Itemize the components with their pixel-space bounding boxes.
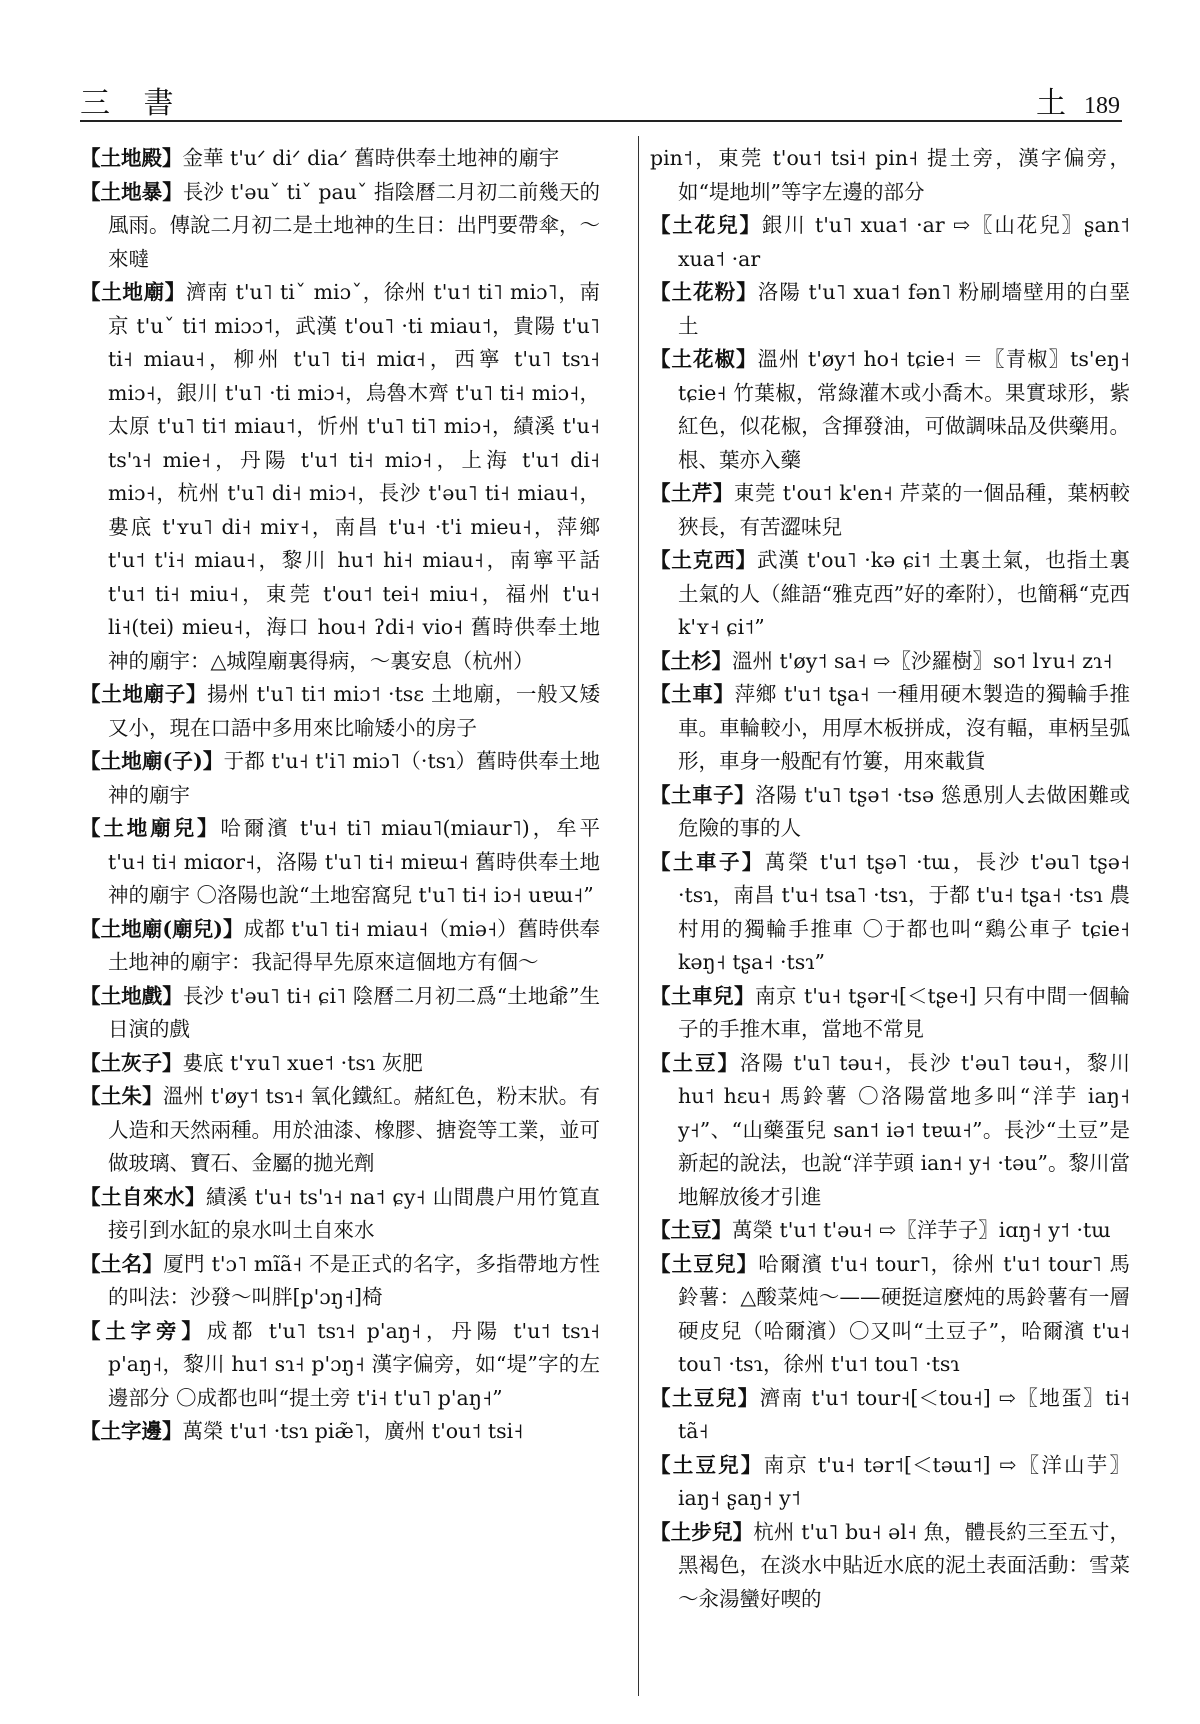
entry-headword: 【土豆】 (650, 1050, 741, 1075)
entry-headword: 【土地廟子】 (80, 682, 208, 706)
right-column (650, 142, 1130, 1616)
left-column (80, 142, 600, 1449)
dictionary-entry: 【土花兒】銀川 t'u˥ xua˦ ·ar ⇨〖山花兒〗ʂan˦ xua˦ ·ar (650, 213, 1130, 271)
dictionary-entry: 【土車子】洛陽 t'u˥ tʂə˦ ·tsə 慫恿別人去做困難或危險的事的人 (650, 782, 1130, 840)
entry-headword: 【土朱】 (80, 1084, 163, 1108)
entry-headword: 【土地廟(廟兒)】 (80, 916, 244, 941)
entry-headword: 【土芹】 (650, 481, 734, 505)
dictionary-entry: 【土地廟(子)】于都 t'u˧ t'i˥ miɔ˥（·tsɿ）舊時供奉土地神的廟宇 (80, 749, 600, 807)
entry-headword: 【土地廟兒】 (80, 816, 221, 840)
dictionary-entry: 【土字邊】萬榮 t'u˦ ·tsɿ piæ̃˥，廣州 t'ou˦ tsi˧ (80, 1419, 524, 1443)
entry-headword: 【土車】 (650, 682, 735, 706)
dictionary-entry: 【土地戲】長沙 t'əu˥ ti˧ ɕi˥ 陰曆二月初二爲“土地爺”生日演的戲 (80, 983, 601, 1041)
entry-headword: 【土花兒】 (650, 213, 762, 237)
dictionary-entry: 【土灰子】婁底 t'ʏu˥ xue˦ ·tsɿ 灰肥 (80, 1050, 423, 1075)
entry-headword: 【土花椒】 (650, 347, 758, 371)
dictionary-entry: 【土地廟(廟兒)】成都 t'u˥ ti˧ miau˧（miə˧）舊時供奉土地神的廟宇：我記得早先原來這個地方有個～ (80, 916, 600, 974)
dictionary-entry: 【土地暴】長沙 t'əuˇ tiˇ pauˇ 指陰曆二月初二前幾天的風雨。傳說二月初二是土地神的生日：出門要帶傘，～來噠 (80, 179, 601, 271)
entry-headword: 【土灰子】 (80, 1050, 183, 1075)
entry-headword: 【土花粉】 (650, 280, 758, 304)
entry-headword: 【土豆】 (650, 1218, 732, 1242)
entry-headword: 【土克西】 (650, 548, 758, 572)
entry-headword: 【土豆兒】 (650, 1385, 760, 1410)
dictionary-entry: 【土名】厦門 t'ɔ˥ mĩã˧ 不是正式的名字，多指帶地方性的叫法：沙發～叫胖[p'ɔŋ˧]椅 (80, 1251, 601, 1309)
entry-headword: 【土車子】 (650, 782, 756, 807)
dictionary-entry: 【土步兒】杭州 t'u˥ bu˧ əl˧ 魚，體長約三至五寸，黑褐色，在淡水中貼近水底的泥土表面活動：雪菜～汆湯蠻好喫的 (650, 1519, 1130, 1611)
dictionary-entry: 【土豆兒】南京 t'u˧ tər˦[＜təɯ˦] ⇨〖洋山芋〗iaŋ˧ ʂaŋ˧ y˦ (650, 1452, 1131, 1510)
dictionary-entry: 【土朱】溫州 t'øy˦ tsɿ˧ 氧化鐵紅。赭紅色，粉末狀。有人造和天然兩種。用於油漆、橡膠、搪瓷等工業，並可做玻璃、寶石、金屬的拋光劑 (80, 1084, 601, 1175)
dictionary-entry: 【土自來水】績溪 t'u˧ ts'ɿ˧ na˦ ɕy˧ 山間農户用竹筧直接引到水缸的泉水叫土自來水 (80, 1184, 600, 1242)
dictionary-entry: 【土花粉】洛陽 t'u˥ xua˦ fən˥ 粉刷墻壁用的白堊土 (650, 280, 1130, 338)
dictionary-entry: 【土花椒】溫州 t'øy˦ ho˧ tɕie˧ ＝〖青椒〗ts'eŋ˧ tɕie˧ 竹葉椒，常綠灌木或小喬木。果實球形，紫紅色，似花椒，含揮發油，可做調味品及供藥用。根、葉亦入藥 (650, 347, 1131, 472)
column-divider (638, 136, 639, 1696)
entry-headword: 【土地廟(子)】 (80, 749, 224, 773)
entry-headword: 【土地戲】 (80, 983, 183, 1008)
dictionary-entry: 【土豆兒】濟南 t'u˦ tour˧[＜tou˧] ⇨〖地蛋〗ti˧ tã˧ (650, 1385, 1130, 1443)
dictionary-entry: 【土地殿】金華 t'uᐟ diᐟ diaᐟ 舊時供奉土地神的廟宇 (80, 146, 560, 170)
dictionary-entry: 【土豆兒】哈爾濱 t'u˧ tour˥，徐州 t'u˦ tour˥ 馬鈴薯：△酸菜炖～——硬挺這麼炖的馬鈴薯有一層硬皮兒（哈爾濱）〇又叫“土豆子”，哈爾濱 t'u˧ tou˥ ·tsɿ，徐州 t'u˦ tou˥ ·tsɿ (650, 1251, 1130, 1376)
dictionary-entry: 【土地廟】濟南 t'u˥ tiˇ miɔˇ，徐州 t'u˦ ti˥ miɔ˥，南京 t'uˇ ti˦ miɔɔ˦，武漢 t'ou˥ ·ti miau˦，貴陽 t'u˥ ti˧ miau˧，柳州 t'u˥ ti˧ miɑ˧，西寧 t'u˥ tsɿ˧ miɔ˧，銀川 t'u˥ ·ti miɔ˧，烏魯木齊 t'u˥ ti˧ miɔ˧，太原 t'u˥ ti˦ miau˦，忻州 t'u˥ ti˥ miɔ˧，績溪 t'u˧ ts'ɿ˧ mie˧，丹陽 t'u˦ ti˧ miɔ˧，上海 t'u˦ di˧ miɔ˧，杭州 t'u˥ di˧ miɔ˧，長沙 t'əu˥ ti˧ miau˧，婁底 t'ʏu˥ di˧ miʏ˧，南昌 t'u˧ ·t'i mieu˧，萍鄉 t'u˦ t'i˧ miau˧，黎川 hu˦ hi˧ miau˧，南寧平話 t'u˦ ti˧ miu˧，東莞 t'ou˦ tei˧ miu˧，福州 t'u˧ li˧(tei) mieu˧，海口 hou˧ ʔdi˧ vio˧ 舊時供奉土地神的廟宇：△城隍廟裏得病，～裏安息（杭州） (80, 280, 601, 673)
entry-headword: 【土杉】 (650, 648, 732, 673)
page-header (80, 78, 1120, 121)
dictionary-entry: 【土車】萍鄉 t'u˦ tʂa˧ 一種用硬木製造的獨輪手推車。車輪較小，用厚木板拼成，沒有輻，車柄呈弧形，車身一般配有竹簍，用來載貨 (650, 682, 1131, 773)
entry-headword: 【土字邊】 (80, 1419, 183, 1443)
dictionary-entry: 【土芹】東莞 t'ou˦ k'en˧ 芹菜的一個品種，葉柄較狹長，有苦澀味兒 (650, 481, 1130, 539)
dictionary-entry: 【土地廟兒】哈爾濱 t'u˧ ti˥ miau˥(miaur˥)，牟平 t'u˧ ti˧ miɑor˧，洛陽 t'u˥ ti˧ miɐɯ˧ 舊時供奉土地神的廟宇 〇洛陽也說“土地窑窩兒 t'u˥ ti˧ iɔ˧ uɐɯ˧” (80, 816, 601, 907)
entry-headword: 【土地廟】 (80, 280, 186, 304)
entry-headword: 【土名】 (80, 1251, 164, 1276)
header-rule (80, 120, 1122, 122)
dictionary-entry: 【土豆】洛陽 t'u˥ təu˧，長沙 t'əu˥ təu˧，黎川 hu˦ hɛu˧ 馬鈴薯 〇洛陽當地多叫“洋芋 iaŋ˧ y˧”、“山藥蛋兒 san˦ iə˦ tɐɯ˧”。長沙“土豆”是新起的說法，也說“洋芋頭 ian˧ y˧ ·təu”。黎川當地解放後才引進 (650, 1050, 1130, 1209)
dictionary-entry: 【土車子】萬榮 t'u˦ tʂə˥ ·tɯ，長沙 t'əu˥ tʂə˧ ·tsɿ，南昌 t'u˧ tsa˥ ·tsɿ，于都 t'u˧ tʂa˧ ·tsɿ 農村用的獨輪手推車 〇于都也叫“鷄公車子 tɕie˧ kəŋ˧ tʂa˧ ·tsɿ” (650, 849, 1131, 974)
dictionary-entry: 【土豆】萬榮 t'u˦ t'əu˧ ⇨〖洋芋子〗iɑŋ˧ y˦ ·tɯ (650, 1218, 1111, 1242)
dictionary-entry-continued: pin˦，東莞 t'ou˦ tsi˧ pin˧ 提土旁，漢字偏旁，如“堤地圳”等字左邊的部分 (650, 146, 1130, 204)
dictionary-entry: 【土地廟子】揚州 t'u˥ ti˦ miɔ˦ ·tsɛ 土地廟，一般又矮又小，現在口語中多用來比喻矮小的房子 (80, 682, 601, 740)
entry-headword: 【土步兒】 (650, 1519, 754, 1544)
entry-headword: 【土字旁】 (80, 1318, 207, 1343)
header-right (1036, 78, 1120, 122)
entry-headword: 【土豆兒】 (650, 1251, 759, 1276)
section-title: 三 書 (80, 86, 186, 121)
headword-char: 土 (1036, 86, 1066, 121)
entry-headword: 【土車兒】 (650, 983, 755, 1008)
dictionary-entry: 【土克西】武漢 t'ou˥ ·kə ɕi˦ 土裏土氣，也指土裏土氣的人（維語“雅克西”好的牽附），也簡稱“克西 k'ʏ˧ ɕi˦” (650, 548, 1131, 639)
entry-headword: 【土地暴】 (80, 179, 183, 204)
entry-headword: 【土自來水】 (80, 1184, 206, 1209)
entry-headword: 【土豆兒】 (650, 1452, 764, 1477)
entry-headword: 【土地殿】 (80, 146, 183, 170)
entry-headword: 【土車子】 (650, 849, 765, 874)
page-number: 189 (1084, 93, 1120, 119)
dictionary-entry: 【土杉】溫州 t'øy˦ sa˧ ⇨〖沙羅樹〗so˦ lʏu˧ zɿ˧ (650, 648, 1113, 673)
dictionary-entry: 【土字旁】成都 t'u˥ tsɿ˧ p'aŋ˧，丹陽 t'u˦ tsɿ˧ p'aŋ˧，黎川 hu˦ sɿ˧ p'ɔŋ˧ 漢字偏旁，如“堤”字的左邊部分 〇成都也叫“提土旁 t'i˧ t'u˥ p'aŋ˧” (80, 1318, 601, 1410)
dictionary-entry: 【土車兒】南京 t'u˧ tʂər˧[＜tʂe˧] 只有中間一個輪子的手推木車，當地不常見 (650, 983, 1131, 1041)
